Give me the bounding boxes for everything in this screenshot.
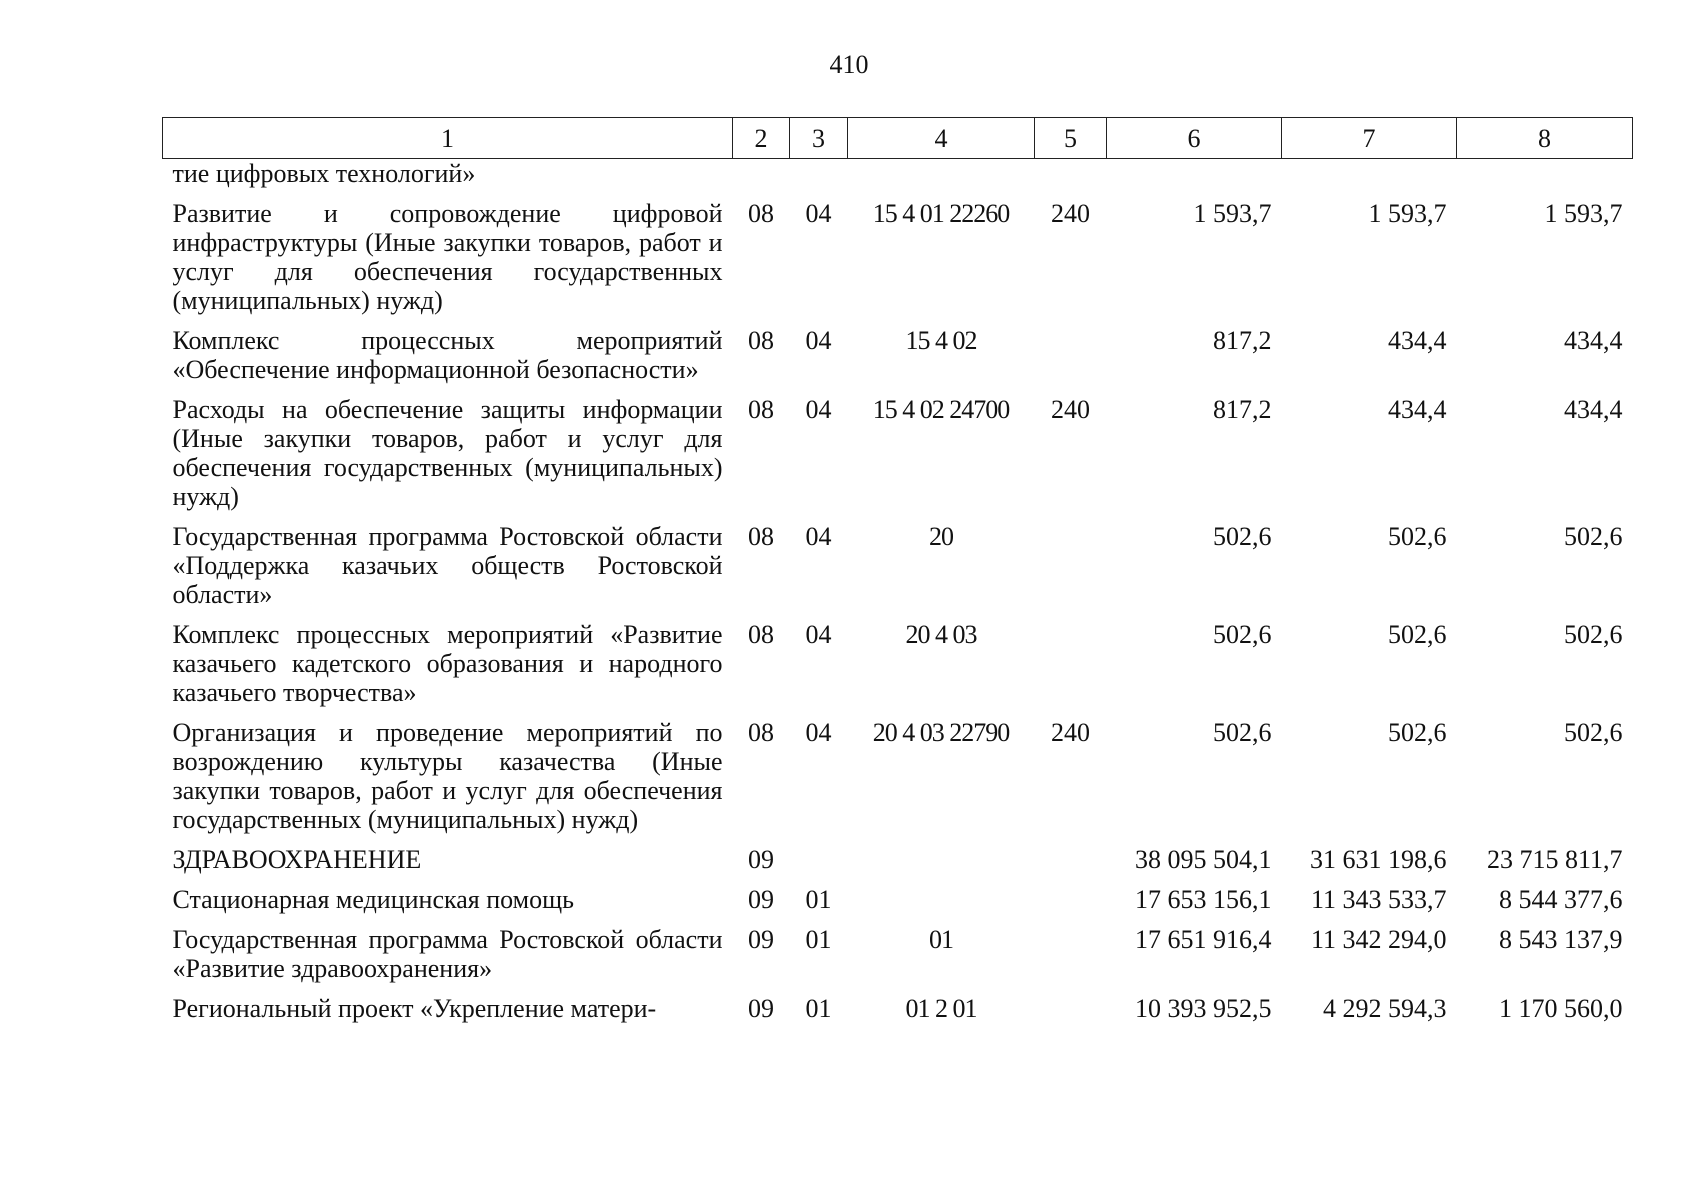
cell-expense-type	[1035, 522, 1107, 620]
cell-amount-col-8: 23 715 811,7	[1486, 845, 1623, 874]
cell-amount-col-7: 11 343 533,7	[1310, 885, 1447, 914]
cell-amount-col-6	[1107, 159, 1282, 200]
cell-subsection: 01	[805, 994, 832, 1023]
table-header	[163, 118, 1633, 159]
table-row	[163, 395, 1633, 522]
cell-section: 08	[748, 522, 774, 551]
cell-name: Государственная программа Ростовской области «Развитие здравоохранения»	[172, 925, 723, 983]
cell-amount-col-8: 434,4	[1564, 326, 1623, 355]
header-col-8: 8	[1457, 118, 1633, 159]
cell-target-article: 01	[929, 925, 953, 954]
table-body	[163, 159, 1633, 1035]
cell-expense-type	[1035, 159, 1107, 200]
header-row	[163, 118, 1633, 159]
cell-amount-col-7: 1 593,7	[1368, 199, 1447, 228]
cell-amount-col-7: 502,6	[1388, 620, 1447, 649]
cell-target-article: 15 4 02	[905, 326, 977, 355]
cell-name: ЗДРАВООХРАНЕНИЕ	[172, 845, 422, 874]
table-row	[163, 925, 1633, 994]
cell-subsection: 04	[805, 395, 832, 424]
cell-subsection: 04	[805, 199, 832, 228]
cell-section	[733, 159, 790, 200]
cell-target-article: 15 4 01 22260	[872, 199, 1010, 228]
cell-subsection: 01	[805, 885, 832, 914]
cell-name: Комплекс процессных мероприятий «Обеспечение информационной безопасности»	[172, 326, 723, 384]
cell-section: 09	[748, 994, 774, 1023]
table-row	[163, 522, 1633, 620]
table-row	[163, 994, 1633, 1034]
cell-amount-col-8: 434,4	[1564, 395, 1623, 424]
cell-amount-col-7: 434,4	[1388, 326, 1447, 355]
cell-expense-type: 240	[1051, 199, 1090, 228]
cell-expense-type: 240	[1051, 395, 1090, 424]
cell-expense-type	[1035, 845, 1107, 885]
cell-target-article	[848, 159, 1035, 200]
header-col-2: 2	[733, 118, 790, 159]
cell-amount-col-7	[1282, 159, 1457, 200]
cell-amount-col-8: 8 544 377,6	[1499, 885, 1623, 914]
cell-expense-type	[1035, 994, 1107, 1034]
cell-amount-col-6: 17 653 156,1	[1135, 885, 1272, 914]
table-row	[163, 845, 1633, 885]
cell-name: Развитие и сопровождение цифровой инфраструктуры (Иные закупки товаров, работ и услуг для обеспечения государственных (муниципальных) нужд)	[172, 199, 723, 315]
cell-target-article	[848, 845, 1035, 885]
cell-subsection	[790, 159, 848, 200]
table-row	[163, 718, 1633, 845]
cell-subsection: 04	[805, 326, 832, 355]
cell-section: 08	[748, 326, 774, 355]
cell-subsection: 01	[805, 925, 832, 954]
cell-amount-col-8: 502,6	[1564, 718, 1623, 747]
cell-name: Расходы на обеспечение защиты информации (Иные закупки товаров, работ и услуг для обеспечения государственных (муниципальных) нужд)	[172, 395, 723, 511]
cell-amount-col-6: 817,2	[1213, 326, 1272, 355]
cell-subsection: 04	[805, 718, 832, 747]
header-col-1: 1	[163, 118, 733, 159]
cell-expense-type	[1035, 925, 1107, 994]
cell-amount-col-7: 502,6	[1388, 718, 1447, 747]
header-col-5: 5	[1035, 118, 1107, 159]
cell-expense-type	[1035, 326, 1107, 395]
cell-section: 08	[748, 199, 774, 228]
cell-target-article: 20 4 03	[905, 620, 977, 649]
table-row	[163, 159, 1633, 200]
cell-amount-col-7: 31 631 198,6	[1310, 845, 1447, 874]
cell-section: 08	[748, 718, 774, 747]
header-col-7: 7	[1282, 118, 1457, 159]
cell-amount-col-6: 502,6	[1213, 620, 1272, 649]
cell-name: Стационарная медицинская помощь	[172, 885, 574, 914]
cell-amount-col-8: 1 170 560,0	[1499, 994, 1623, 1023]
cell-target-article: 15 4 02 24700	[872, 395, 1010, 424]
cell-amount-col-7: 4 292 594,3	[1323, 994, 1447, 1023]
budget-table	[162, 117, 1633, 1034]
cell-name: Организация и проведение мероприятий по возрождению культуры казачества (Иные закупки товаров, работ и услуг для обеспечения государственных (муниципальных) нужд)	[172, 718, 723, 834]
table-row	[163, 326, 1633, 395]
cell-section: 09	[748, 925, 774, 954]
cell-target-article: 20	[929, 522, 953, 551]
cell-name: Государственная программа Ростовской области «Поддержка казачьих обществ Ростовской области»	[172, 522, 723, 609]
cell-subsection	[790, 845, 848, 885]
cell-expense-type	[1035, 620, 1107, 718]
cell-section: 09	[748, 885, 774, 914]
cell-amount-col-8: 1 593,7	[1544, 199, 1623, 228]
cell-amount-col-7: 502,6	[1388, 522, 1447, 551]
cell-target-article: 20 4 03 22790	[872, 718, 1010, 747]
cell-amount-col-8: 8 543 137,9	[1499, 925, 1623, 954]
cell-amount-col-7: 434,4	[1388, 395, 1447, 424]
cell-target-article: 01 2 01	[905, 994, 977, 1023]
page-number: 410	[829, 50, 869, 79]
cell-amount-col-8	[1457, 159, 1633, 200]
cell-target-article	[848, 885, 1035, 925]
header-col-6: 6	[1107, 118, 1282, 159]
cell-amount-col-6: 502,6	[1213, 522, 1272, 551]
cell-amount-col-8: 502,6	[1564, 522, 1623, 551]
table-row	[163, 620, 1633, 718]
cell-subsection: 04	[805, 620, 832, 649]
cell-name: тие цифровых технологий»	[172, 159, 476, 188]
cell-amount-col-6: 17 651 916,4	[1135, 925, 1272, 954]
header-col-4: 4	[848, 118, 1035, 159]
cell-amount-col-6: 502,6	[1213, 718, 1272, 747]
cell-section: 08	[748, 620, 774, 649]
header-col-3: 3	[790, 118, 848, 159]
cell-amount-col-6: 1 593,7	[1193, 199, 1272, 228]
cell-section: 09	[748, 845, 774, 874]
cell-section: 08	[748, 395, 774, 424]
cell-subsection: 04	[805, 522, 832, 551]
cell-amount-col-6: 38 095 504,1	[1135, 845, 1272, 874]
table-row	[163, 885, 1633, 925]
cell-amount-col-6: 10 393 952,5	[1135, 994, 1272, 1023]
cell-expense-type	[1035, 885, 1107, 925]
cell-amount-col-8: 502,6	[1564, 620, 1623, 649]
cell-name: Комплекс процессных мероприятий «Развитие казачьего кадетского образования и народного казачьего творчества»	[172, 620, 723, 707]
cell-amount-col-7: 11 342 294,0	[1310, 925, 1447, 954]
cell-name: Региональный проект «Укрепление матери-	[172, 994, 657, 1023]
cell-expense-type: 240	[1051, 718, 1090, 747]
cell-amount-col-6: 817,2	[1213, 395, 1272, 424]
table-row	[163, 199, 1633, 326]
